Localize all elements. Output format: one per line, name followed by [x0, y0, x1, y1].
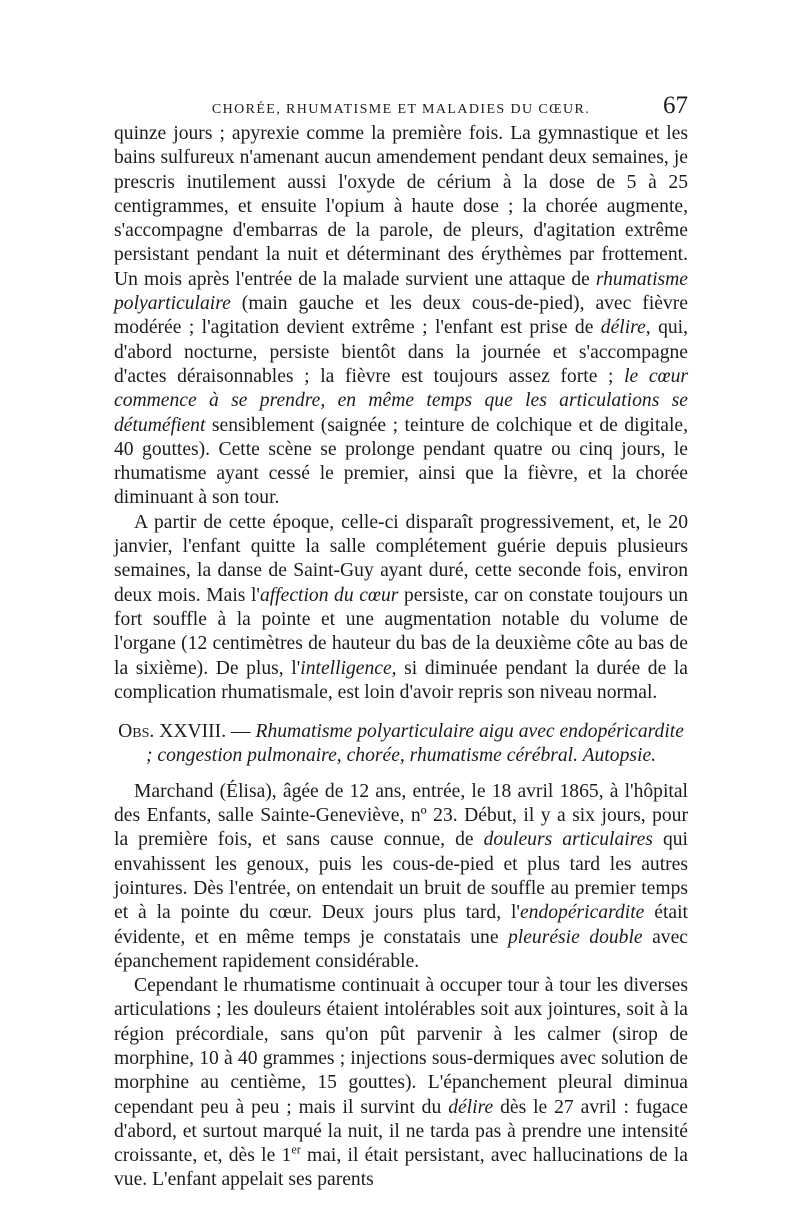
paragraph-3-text-3: était évidente, et en même temps je constatais une — [114, 902, 688, 948]
page-number: 67 — [663, 92, 688, 119]
paragraph-1-text-1: quinze jours ; apyrexie comme la première fois. La gymnastique et les bains sulfureux n'amenant aucun amendement pendant deux semaines, je prescris inutilement aussi l'oxyde de cérium à la dose de 5 à 25 centigrammes, et ensuite l'opium à haute dose ; la chorée augmente, s'accompagne d'embarras de la parole, de pleurs, d'agitation extrême persistant pendant la nuit et déterminant des érythèmes par frottement. Un mois après l'entrée de la malade survient une attaque de — [114, 123, 688, 290]
observation-label: Obs. XXVIII. — — [118, 721, 256, 743]
running-head — [114, 92, 688, 122]
paragraph-4-text-1: Cependant le rhumatisme continuait à occuper tour à tour les diverses articulations ; les douleurs étaient intolérables soit aux jointures, soit à la région précordiale, sans qu'on pût parvenir à les calmer (sirop de morphine, 10 à 40 grammes ; injections sous-dermiques avec solution de morphine au centième, 15 gouttes). L'épanchement pleural diminua cependant peu à peu ; mais il survint du — [114, 975, 688, 1118]
paragraph-3 — [114, 780, 688, 974]
paragraph-2 — [114, 511, 688, 705]
paragraph-3-text-1: Marchand (Élisa), âgée de 12 ans, entrée, le 18 avril 1865, à l'hôpital des Enfants, salle Sainte-Geneviève, nº 23. Début, il y a six jours, pour la première fois, et sans cause connue, de — [114, 780, 688, 851]
paragraph-4 — [114, 974, 688, 1193]
running-head-title: CHORÉE, RHUMATISME ET MALADIES DU CŒUR. — [211, 102, 591, 117]
paragraph-4-text-2: dès le 27 avril : fugace d'abord, et surtout marqué la nuit, il ne tarda pas à prendre une intensité croissante, et, dès le 1 — [114, 1096, 688, 1167]
paragraph-1-text-4: sensiblement (saignée ; teinture de colchique et de digitale, 40 gouttes). Cette scène se prolonge pendant quatre ou cinq jours, le rhumatisme ayant cessé le premier, ainsi que la fièvre, et la chorée diminuant à son tour. — [114, 414, 688, 509]
paragraph-1-italic-3: le cœur commence à se prendre, en même temps que les articulations se détuméfient — [114, 365, 689, 436]
body-text — [114, 122, 688, 1193]
paragraph-3-text-2: qui envahissent les genoux, puis les cous-de-pied et plus tard les autres jointures. Dès l'entrée, on entendait un bruit de souffle au premier temps et à la pointe du cœur. Deux jours plus tard, l' — [114, 829, 689, 924]
paragraph-2-text-2: persiste, car on constate toujours un fort souffle à la pointe et une augmentation notable du volume de l'organe (12 centimètres de hauteur du bas de la deuxième côte au bas de la sixième). De plus, l' — [114, 584, 689, 679]
paragraph-1-italic-2: délire — [600, 317, 646, 339]
paragraph-3-italic-2: endopéricardite — [519, 902, 645, 924]
paragraph-1 — [114, 122, 688, 511]
paragraph-3-italic-1: douleurs articulaires — [483, 829, 653, 851]
paragraph-3-text-4: avec épanchement rapidement considérable. — [114, 926, 688, 972]
paragraph-2-italic-2: intelligence — [300, 657, 392, 679]
paragraph-2-text-3: , si diminuée pendant la durée de la complication rhumatismale, est loin d'avoir repris son niveau normal. — [114, 657, 689, 703]
paragraph-2-text-1: A partir de cette époque, celle-ci disparaît progressivement, et, le 20 janvier, l'enfant quitte la salle complétement guérie depuis plusieurs semaines, la danse de Saint-Guy ayant duré, cette seconde fois, environ deux mois. Mais l' — [114, 511, 688, 606]
paragraph-1-italic-1: rhumatisme polyarticulaire — [114, 268, 688, 315]
paragraph-1-text-3: , qui, d'abord nocturne, persiste bientôt dans la journée et s'accompagne d'actes déraisonnables ; la fièvre est toujours assez forte ; — [114, 317, 689, 387]
paragraph-3-italic-3: pleurésie double — [508, 926, 643, 948]
paragraph-1-text-2: (main gauche et les deux cous-de-pied), avec fièvre modérée ; l'agitation devient extrême ; l'enfant est prise de — [114, 293, 688, 339]
paragraph-4-italic-1: délire — [448, 1096, 494, 1118]
observation-title: Rhumatisme polyarticulaire aigu avec endopéricardite ; congestion pulmonaire, chorée, rhumatisme cérébral. Autopsie. — [145, 721, 684, 767]
paragraph-2-italic-1: affection du cœur — [259, 584, 399, 606]
paragraph-4-text-3: mai, il était persistant, avec hallucinations de la vue. L'enfant appelait ses parents — [114, 1145, 688, 1191]
paragraph-4-superscript: er — [291, 1142, 301, 1157]
observation-heading — [114, 720, 688, 769]
